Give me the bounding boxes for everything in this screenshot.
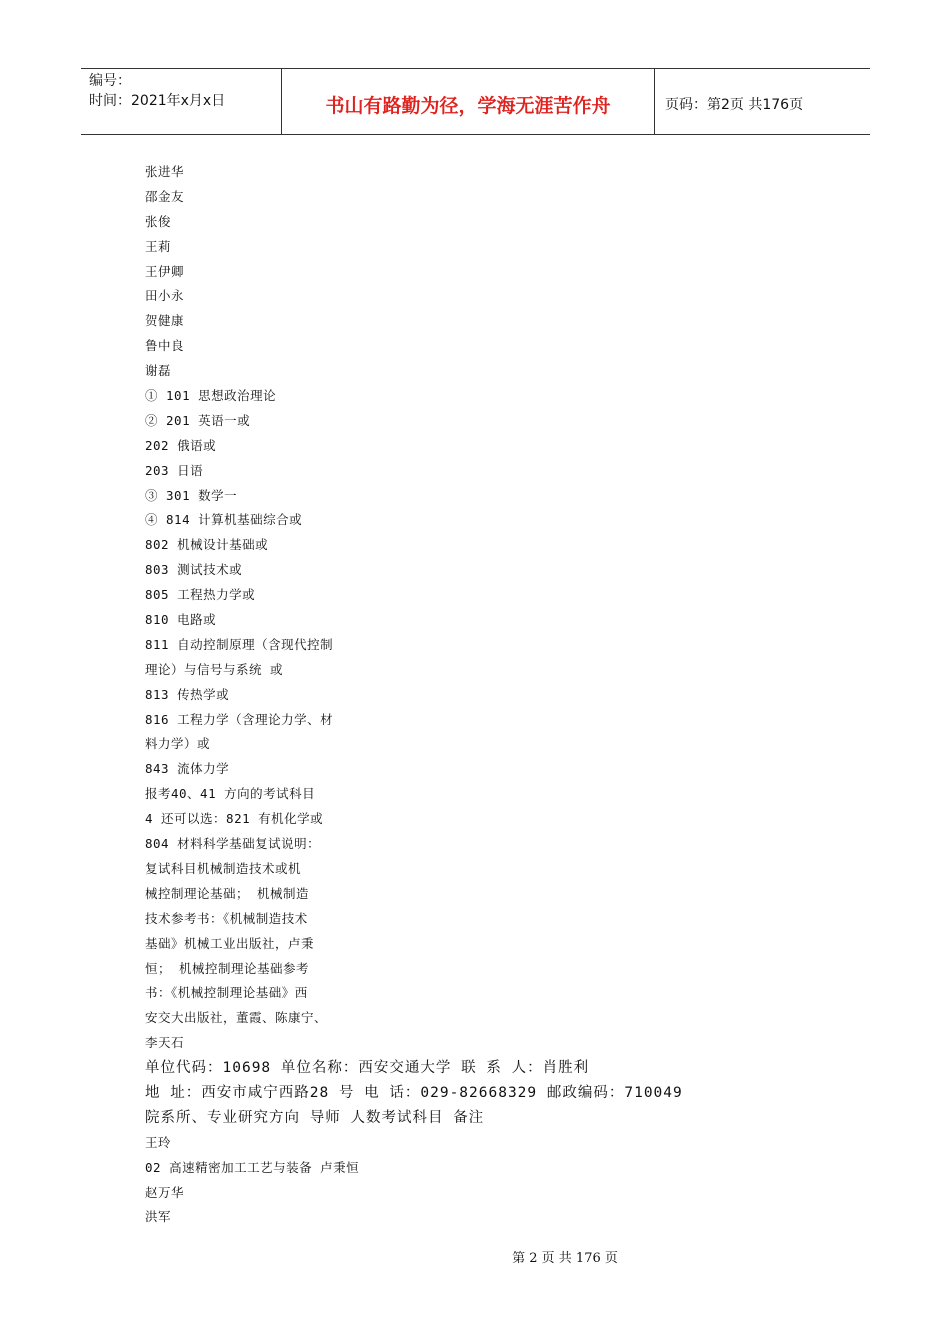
text-line: 恒； 机械控制理论基础参考 — [145, 960, 310, 976]
page-header — [81, 68, 870, 135]
text-line: 洪军 — [145, 1209, 172, 1225]
text-line: ③ 301 数学一 — [145, 487, 238, 503]
header-motto: 书山有路勤为径，学海无涯苦作舟 — [282, 69, 655, 134]
document-date: 时间：2021年x月x日 — [89, 93, 226, 109]
text-line: ② 201 英语一或 — [145, 412, 251, 428]
table-header-line: 院系所、专业研究方向 导师 人数考试科目 备注 — [145, 1109, 485, 1126]
text-line: 械控制理论基础； 机械制造 — [145, 885, 310, 901]
text-line: 202 俄语或 — [145, 437, 217, 453]
text-line: 王莉 — [145, 238, 172, 254]
text-line: 张进华 — [145, 164, 185, 179]
text-line: 816 工程力学（含理论力学、材 — [145, 711, 334, 727]
text-line: 贺健康 — [145, 313, 185, 329]
page-footer: 第 2 页 共 176 页 — [512, 1251, 618, 1266]
header-page-info: 页码：第2页 共176页 — [665, 96, 804, 113]
text-line: 田小永 — [145, 288, 185, 304]
text-line: 803 测试技术或 — [145, 562, 243, 578]
text-line: ① 101 思想政治理论 — [145, 388, 277, 404]
text-line: 203 日语 — [145, 462, 204, 478]
document-body — [145, 160, 705, 1230]
address-line: 地 址：西安市咸宁西路28 号 电 话：029-82668329 邮政编码：710049 — [145, 1084, 683, 1101]
text-line: 料力学）或 — [145, 736, 211, 752]
text-line: 813 传热学或 — [145, 686, 230, 702]
text-line: 4 还可以选：821 有机化学或 — [145, 811, 324, 827]
text-line: 02 高速精密加工工艺与装备 卢秉恒 — [145, 1159, 360, 1175]
text-line: 张俊 — [145, 213, 172, 229]
text-line: 谢磊 — [145, 363, 172, 379]
text-line: 报考40、41 方向的考试科目 — [145, 786, 316, 802]
text-line: 李天石 — [145, 1035, 185, 1051]
text-line: 邵金友 — [145, 188, 185, 204]
text-line: 书：《机械控制理论基础》西 — [145, 985, 308, 1001]
text-line: 技术参考书：《机械制造技术 — [145, 910, 308, 926]
text-line: 805 工程热力学或 — [145, 587, 256, 603]
text-line: 843 流体力学 — [145, 761, 230, 777]
unit-info-line: 单位代码：10698 单位名称：西安交通大学 联 系 人：肖胜利 — [145, 1060, 590, 1077]
text-line: 811 自动控制原理（含现代控制 — [145, 636, 334, 652]
document-number-label: 编号： — [89, 73, 131, 89]
text-line: 理论）与信号与系统 或 — [145, 661, 284, 677]
text-line: 复试科目机械制造技术或机 — [145, 860, 302, 876]
text-line: 基础》机械工业出版社，卢秉 — [145, 935, 315, 951]
text-line: 810 电路或 — [145, 612, 217, 628]
text-line: 赵万华 — [145, 1184, 185, 1200]
text-line: 鲁中良 — [145, 338, 185, 354]
text-line: 804 材料科学基础复试说明： — [145, 836, 321, 852]
text-line: 王伊卿 — [145, 263, 185, 279]
text-line: 安交大出版社，董霞、陈康宁、 — [145, 1010, 328, 1026]
text-line: 王玲 — [145, 1134, 172, 1150]
text-line: 802 机械设计基础或 — [145, 537, 269, 553]
text-line: ④ 814 计算机基础综合或 — [145, 512, 303, 528]
header-meta — [81, 69, 282, 134]
